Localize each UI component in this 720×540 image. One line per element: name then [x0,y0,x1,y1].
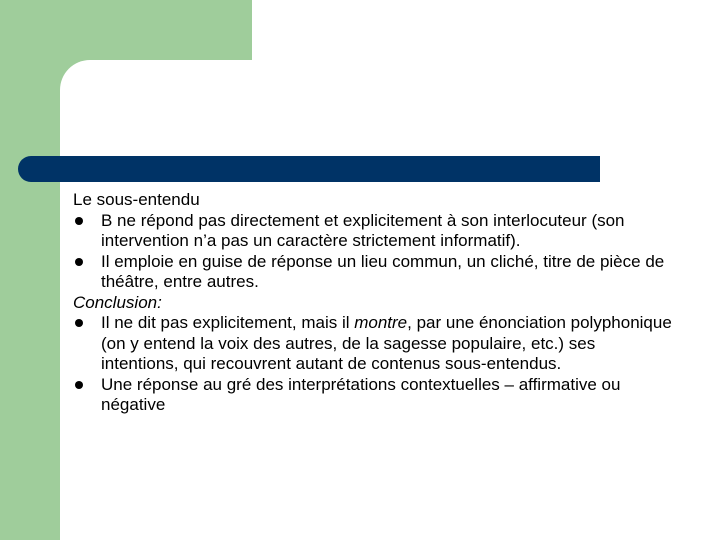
bullet-text: Il emploie en guise de réponse un lieu commun, un cliché, titre de pièce de théâtre, entre autres. [101,251,665,291]
bullet-icon [75,217,83,225]
title-bar [18,156,600,182]
slide-heading: Le sous-entendu [73,190,200,209]
bullet-emphasis: montre [354,313,408,332]
bullet-item [73,252,673,293]
slide-content [73,190,673,416]
bullet-text-before: Il ne dit pas explicitement, mais il [101,313,355,332]
bullet-item [73,313,673,375]
bullet-text-after: , par une énonciation polyphonique (on y entend la voix des autres, de la sagesse populaire, etc.) ses intentions, qui recouvrent autant de contenus sous-entendus. [101,313,672,373]
bullet-icon [75,381,83,389]
bullet-item [73,375,673,416]
bullet-icon [75,258,83,266]
conclusion-label: Conclusion: [73,292,162,312]
bullet-text: Une réponse au gré des interprétations contextuelles – affirmative ou négative [101,374,621,414]
bullet-icon [75,319,83,327]
bullet-text: B ne répond pas directement et explicitement à son interlocuteur (son intervention n’a pas un caractère strictement informatif). [101,210,625,250]
bullet-item [73,211,673,252]
